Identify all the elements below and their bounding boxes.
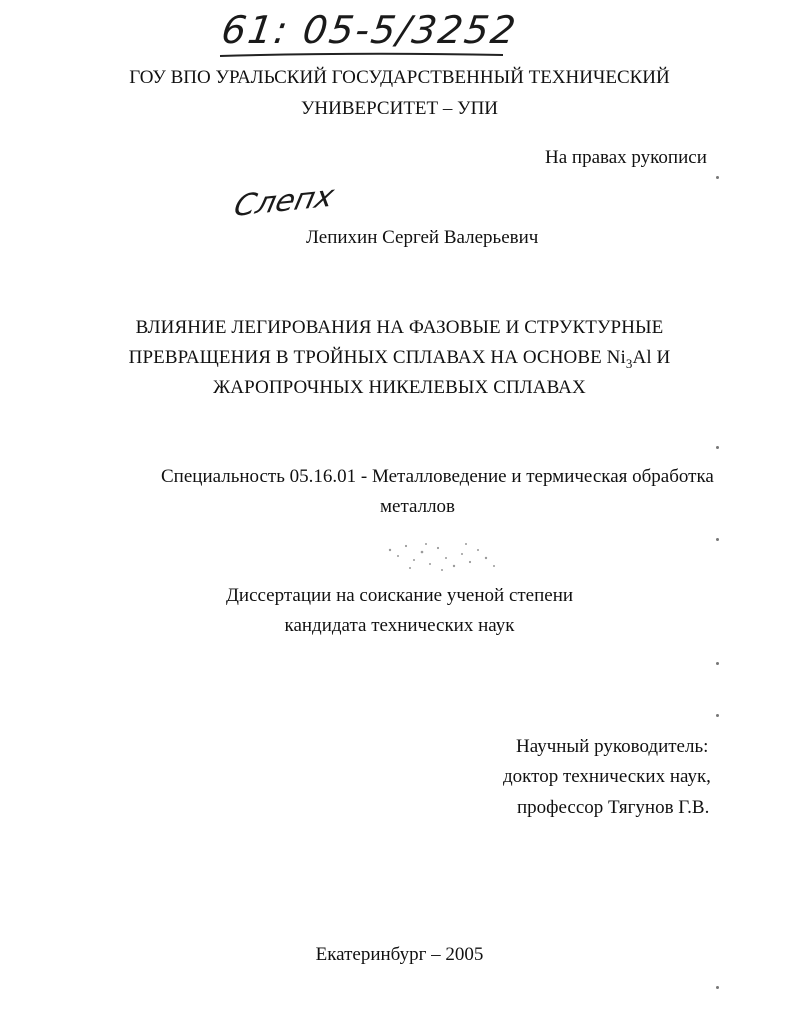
title-subscript: 3 (625, 355, 633, 371)
handwritten-catalog-number: 61: 05-5/3252 (218, 8, 521, 52)
city-year: Екатеринбург – 2005 (315, 944, 484, 965)
scan-speck (716, 662, 719, 665)
specialty-line1: Специальность 05.16.01 - Металловедение и термическая обработка (161, 466, 714, 487)
dissertation-title-line3: ЖАРОПРОЧНЫХ НИКЕЛЕВЫХ СПЛАВАХ (213, 377, 586, 398)
advisor-degree: доктор технических наук, (503, 766, 711, 787)
scan-speck (716, 714, 719, 717)
title-line2-text: ПРЕВРАЩЕНИЯ В ТРОЙНЫХ СПЛАВАХ НА ОСНОВЕ Ni (128, 347, 626, 368)
advisor-name: профессор Тягунов Г.В. (517, 797, 710, 818)
university-name-line1: ГОУ ВПО УРАЛЬСКИЙ ГОСУДАРСТВЕННЫЙ ТЕХНИЧЕСКИЙ (129, 67, 670, 88)
author-name: Лепихин Сергей Валерьевич (306, 227, 539, 248)
scan-speck (716, 538, 719, 541)
scan-speck (716, 446, 719, 449)
scan-speck (716, 986, 719, 989)
faint-stamp-mark (380, 536, 510, 574)
university-name-line2: УНИВЕРСИТЕТ – УПИ (300, 98, 499, 119)
advisor-heading: Научный руководитель: (516, 736, 709, 757)
degree-line1: Диссертации на соискание ученой степени (225, 585, 574, 606)
author-signature: Слепх (230, 179, 338, 224)
title-line2-end: Al И (632, 347, 671, 368)
dissertation-title-line1: ВЛИЯНИЕ ЛЕГИРОВАНИЯ НА ФАЗОВЫЕ И СТРУКТУРНЫЕ (135, 317, 664, 338)
specialty-line2: металлов (380, 496, 456, 517)
dissertation-title-line2 (0, 346, 799, 370)
rights-note: На правах рукописи (545, 147, 707, 168)
scan-speck (716, 176, 719, 179)
degree-line2: кандидата технических наук (284, 615, 515, 636)
catalog-underline (218, 50, 508, 60)
